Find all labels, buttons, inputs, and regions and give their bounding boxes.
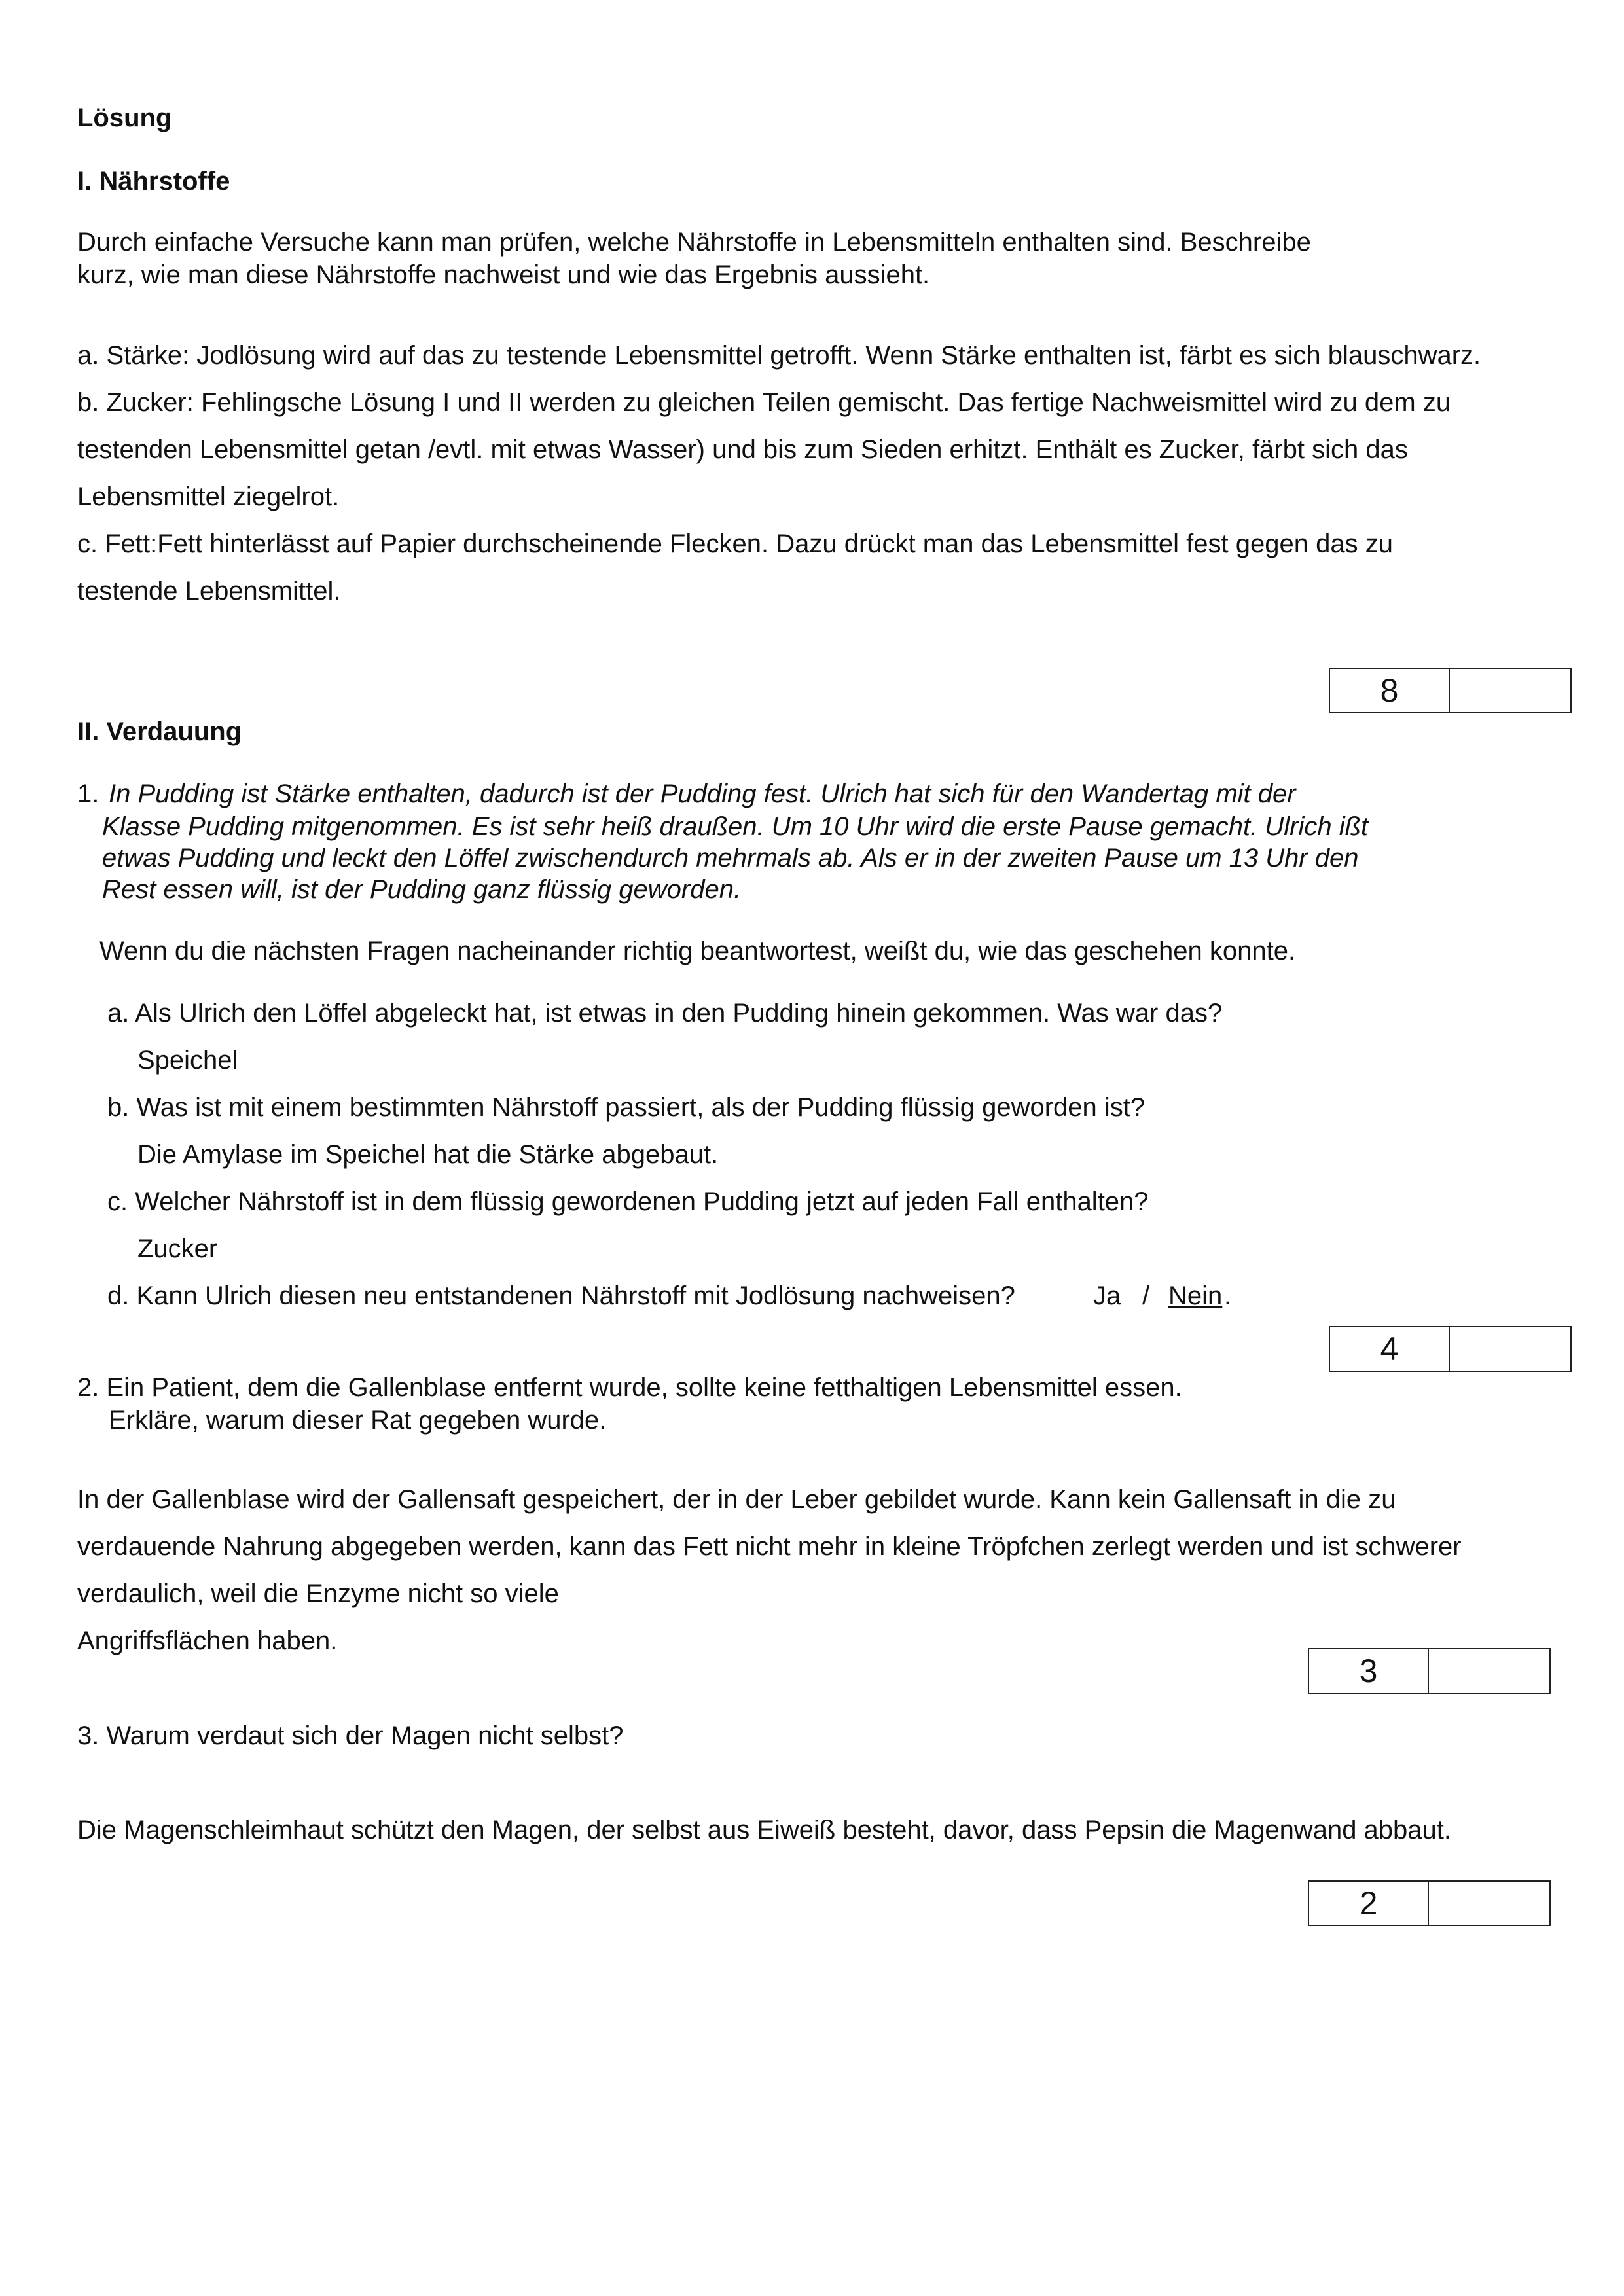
story-line: In Pudding ist Stärke enthalten, dadurch ist der Pudding fest. Ulrich hat sich für den Wandertag mit der (109, 780, 1296, 808)
question-prompt: Wenn du die nächsten Fragen nacheinander richtig beantwortest, weißt du, wie das geschehen konnte. (99, 937, 1296, 965)
section-title-naehrstoffe: I. Nährstoffe (77, 167, 230, 196)
answer-line: Lebensmittel ziegelrot. (77, 482, 340, 511)
question-text: Erkläre, warum dieser Rat gegeben wurde. (109, 1406, 607, 1435)
answer-line: a. Stärke: Jodlösung wird auf das zu testende Lebensmittel getrofft. Wenn Stärke enthalten ist, färbt es sich blauschwarz. (77, 341, 1481, 370)
answer-line: Die Magenschleimhaut schützt den Magen, der selbst aus Eiweiß besteht, davor, dass Pepsin die Magenwand abbaut. (77, 1816, 1452, 1844)
answer-line: Angriffsflächen haben. (77, 1626, 338, 1655)
intro-line: Durch einfache Versuche kann man prüfen, welche Nährstoffe in Lebensmitteln enthalten sind. Beschreibe (77, 228, 1311, 257)
sub-question: d. Kann Ulrich diesen neu entstandenen Nährstoff mit Jodlösung nachweisen? (107, 1282, 1015, 1310)
points-max: 4 (1330, 1327, 1450, 1371)
points-earned-field[interactable] (1429, 1882, 1549, 1925)
points-box-section1 (1329, 668, 1572, 713)
intro-line: kurz, wie man diese Nährstoffe nachweist und wie das Ergebnis aussieht. (77, 260, 930, 289)
page-title: Lösung (77, 103, 172, 132)
sub-answer: Speichel (137, 1046, 238, 1075)
answer-line: c. Fett:Fett hinterlässt auf Papier durchscheinende Flecken. Dazu drückt man das Lebensmittel fest gegen das zu (77, 529, 1393, 558)
question-text: 3. Warum verdaut sich der Magen nicht selbst? (77, 1721, 624, 1750)
sub-answer: Zucker (137, 1234, 218, 1263)
option-no-selected: Nein (1168, 1282, 1223, 1310)
points-earned-field[interactable] (1429, 1649, 1549, 1693)
option-separator: / (1142, 1282, 1150, 1310)
answer-line: verdaulich, weil die Enzyme nicht so viele (77, 1579, 559, 1608)
answer-line: verdauende Nahrung abgegeben werden, kann das Fett nicht mehr in kleine Tröpfchen zerlegt werden und ist schwerer (77, 1532, 1462, 1561)
sentence-end: . (1224, 1282, 1232, 1310)
points-max: 8 (1330, 669, 1450, 712)
points-box-q3 (1308, 1880, 1551, 1926)
sub-question: b. Was ist mit einem bestimmten Nährstoff passiert, als der Pudding flüssig geworden ist? (107, 1093, 1146, 1122)
sub-question: c. Welcher Nährstoff ist in dem flüssig gewordenen Pudding jetzt auf jeden Fall enthalten? (107, 1187, 1149, 1216)
question-number: 1. (77, 780, 99, 808)
sub-answer: Die Amylase im Speichel hat die Stärke abgebaut. (137, 1140, 719, 1169)
story-line: Klasse Pudding mitgenommen. Es ist sehr heiß draußen. Um 10 Uhr wird die erste Pause gemacht. Ulrich ißt (102, 812, 1369, 841)
story-line: Rest essen will, ist der Pudding ganz flüssig geworden. (102, 875, 742, 904)
question-text: 2. Ein Patient, dem die Gallenblase entfernt wurde, sollte keine fetthaltigen Lebensmittel essen. (77, 1373, 1182, 1402)
answer-line: testenden Lebensmittel getan /evtl. mit etwas Wasser) und bis zum Sieden erhitzt. Enthält es Zucker, färbt sich das (77, 435, 1408, 464)
points-box-q2 (1308, 1648, 1551, 1694)
answer-line: In der Gallenblase wird der Gallensaft gespeichert, der in der Leber gebildet wurde. Kann kein Gallensaft in die zu (77, 1485, 1396, 1514)
answer-line: testende Lebensmittel. (77, 577, 341, 605)
sub-question: a. Als Ulrich den Löffel abgeleckt hat, ist etwas in den Pudding hinein gekommen. Was war das? (107, 999, 1223, 1028)
story-line: etwas Pudding und leckt den Löffel zwischendurch mehrmals ab. Als er in der zweiten Pause um 13 Uhr den (102, 844, 1359, 872)
points-earned-field[interactable] (1450, 1327, 1570, 1371)
section-title-verdauung: II. Verdauung (77, 717, 242, 746)
points-earned-field[interactable] (1450, 669, 1570, 712)
points-box-q1 (1329, 1326, 1572, 1372)
answer-line: b. Zucker: Fehlingsche Lösung I und II werden zu gleichen Teilen gemischt. Das fertige Nachweismittel wird zu dem zu (77, 388, 1451, 417)
option-yes: Ja (1093, 1282, 1121, 1310)
points-max: 3 (1309, 1649, 1429, 1693)
points-max: 2 (1309, 1882, 1429, 1925)
